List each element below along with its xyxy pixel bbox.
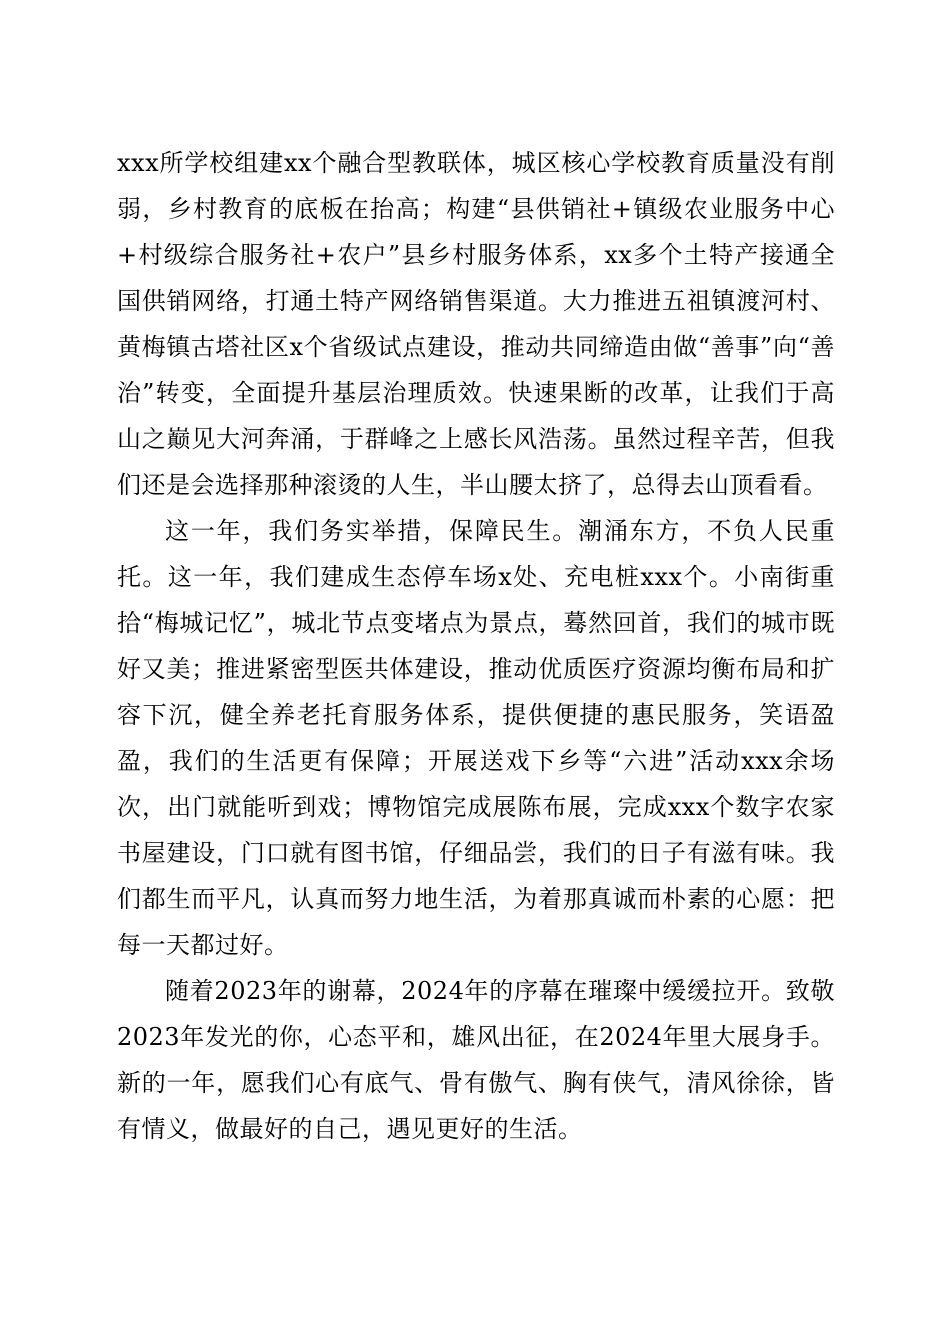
paragraph-new-year: 随着2023年的谢幕，2024年的序幕在璀璨中缓缓拉开。致敬2023年发光的你，心态平和，雄风出征，在2024年里大展身手。新的一年，愿我们心有底气、骨有傲气、胸有侠气，清风徐徐，皆有情义，做最好的自己，遇见更好的生活。 <box>117 977 835 1143</box>
paragraph-livelihood: 这一年，我们务实举措，保障民生。潮涌东方，不负人民重托。这一年，我们建成生态停车场x处、充电桩xxx个。小南街重拾“梅城记忆”，城北节点变堵点为景点，蓦然回首，我们的城市既好又美；推进紧密型医共体建设，推动优质医疗资源均衡布局和扩容下沉，健全养老托育服务体系，提供便捷的惠民服务，笑语盈盈，我们的生活更有保障；开展送戏下乡等“六进”活动xxx余场次，出门就能听到戏；博物馆完成展陈布展，完成xxx个数字农家书屋建设，门口就有图书馆，仔细品尝，我们的日子有滋有味。我们都生而平凡，认真而努力地生活，为着那真诚而朴素的心愿：把每一天都过好。 <box>117 517 835 959</box>
document-body <box>117 140 835 1152</box>
paragraph-reform: xxx所学校组建xx个融合型教联体，城区核心学校教育质量没有削弱，乡村教育的底板在抬高；构建“县供销社+镇级农业服务中心+村级综合服务社+农户”县乡村服务体系，xx多个土特产接通全国供销网络，打通土特产网络销售渠道。大力推进五祖镇渡河村、黄梅镇古塔社区x个省级试点建设，推动共同缔造由做“善事”向“善治”转变，全面提升基层治理质效。快速果断的改革，让我们于高山之巅见大河奔涌，于群峰之上感长风浩荡。虽然过程辛苦，但我们还是会选择那种滚烫的人生，半山腰太挤了，总得去山顶看看。 <box>117 149 835 499</box>
